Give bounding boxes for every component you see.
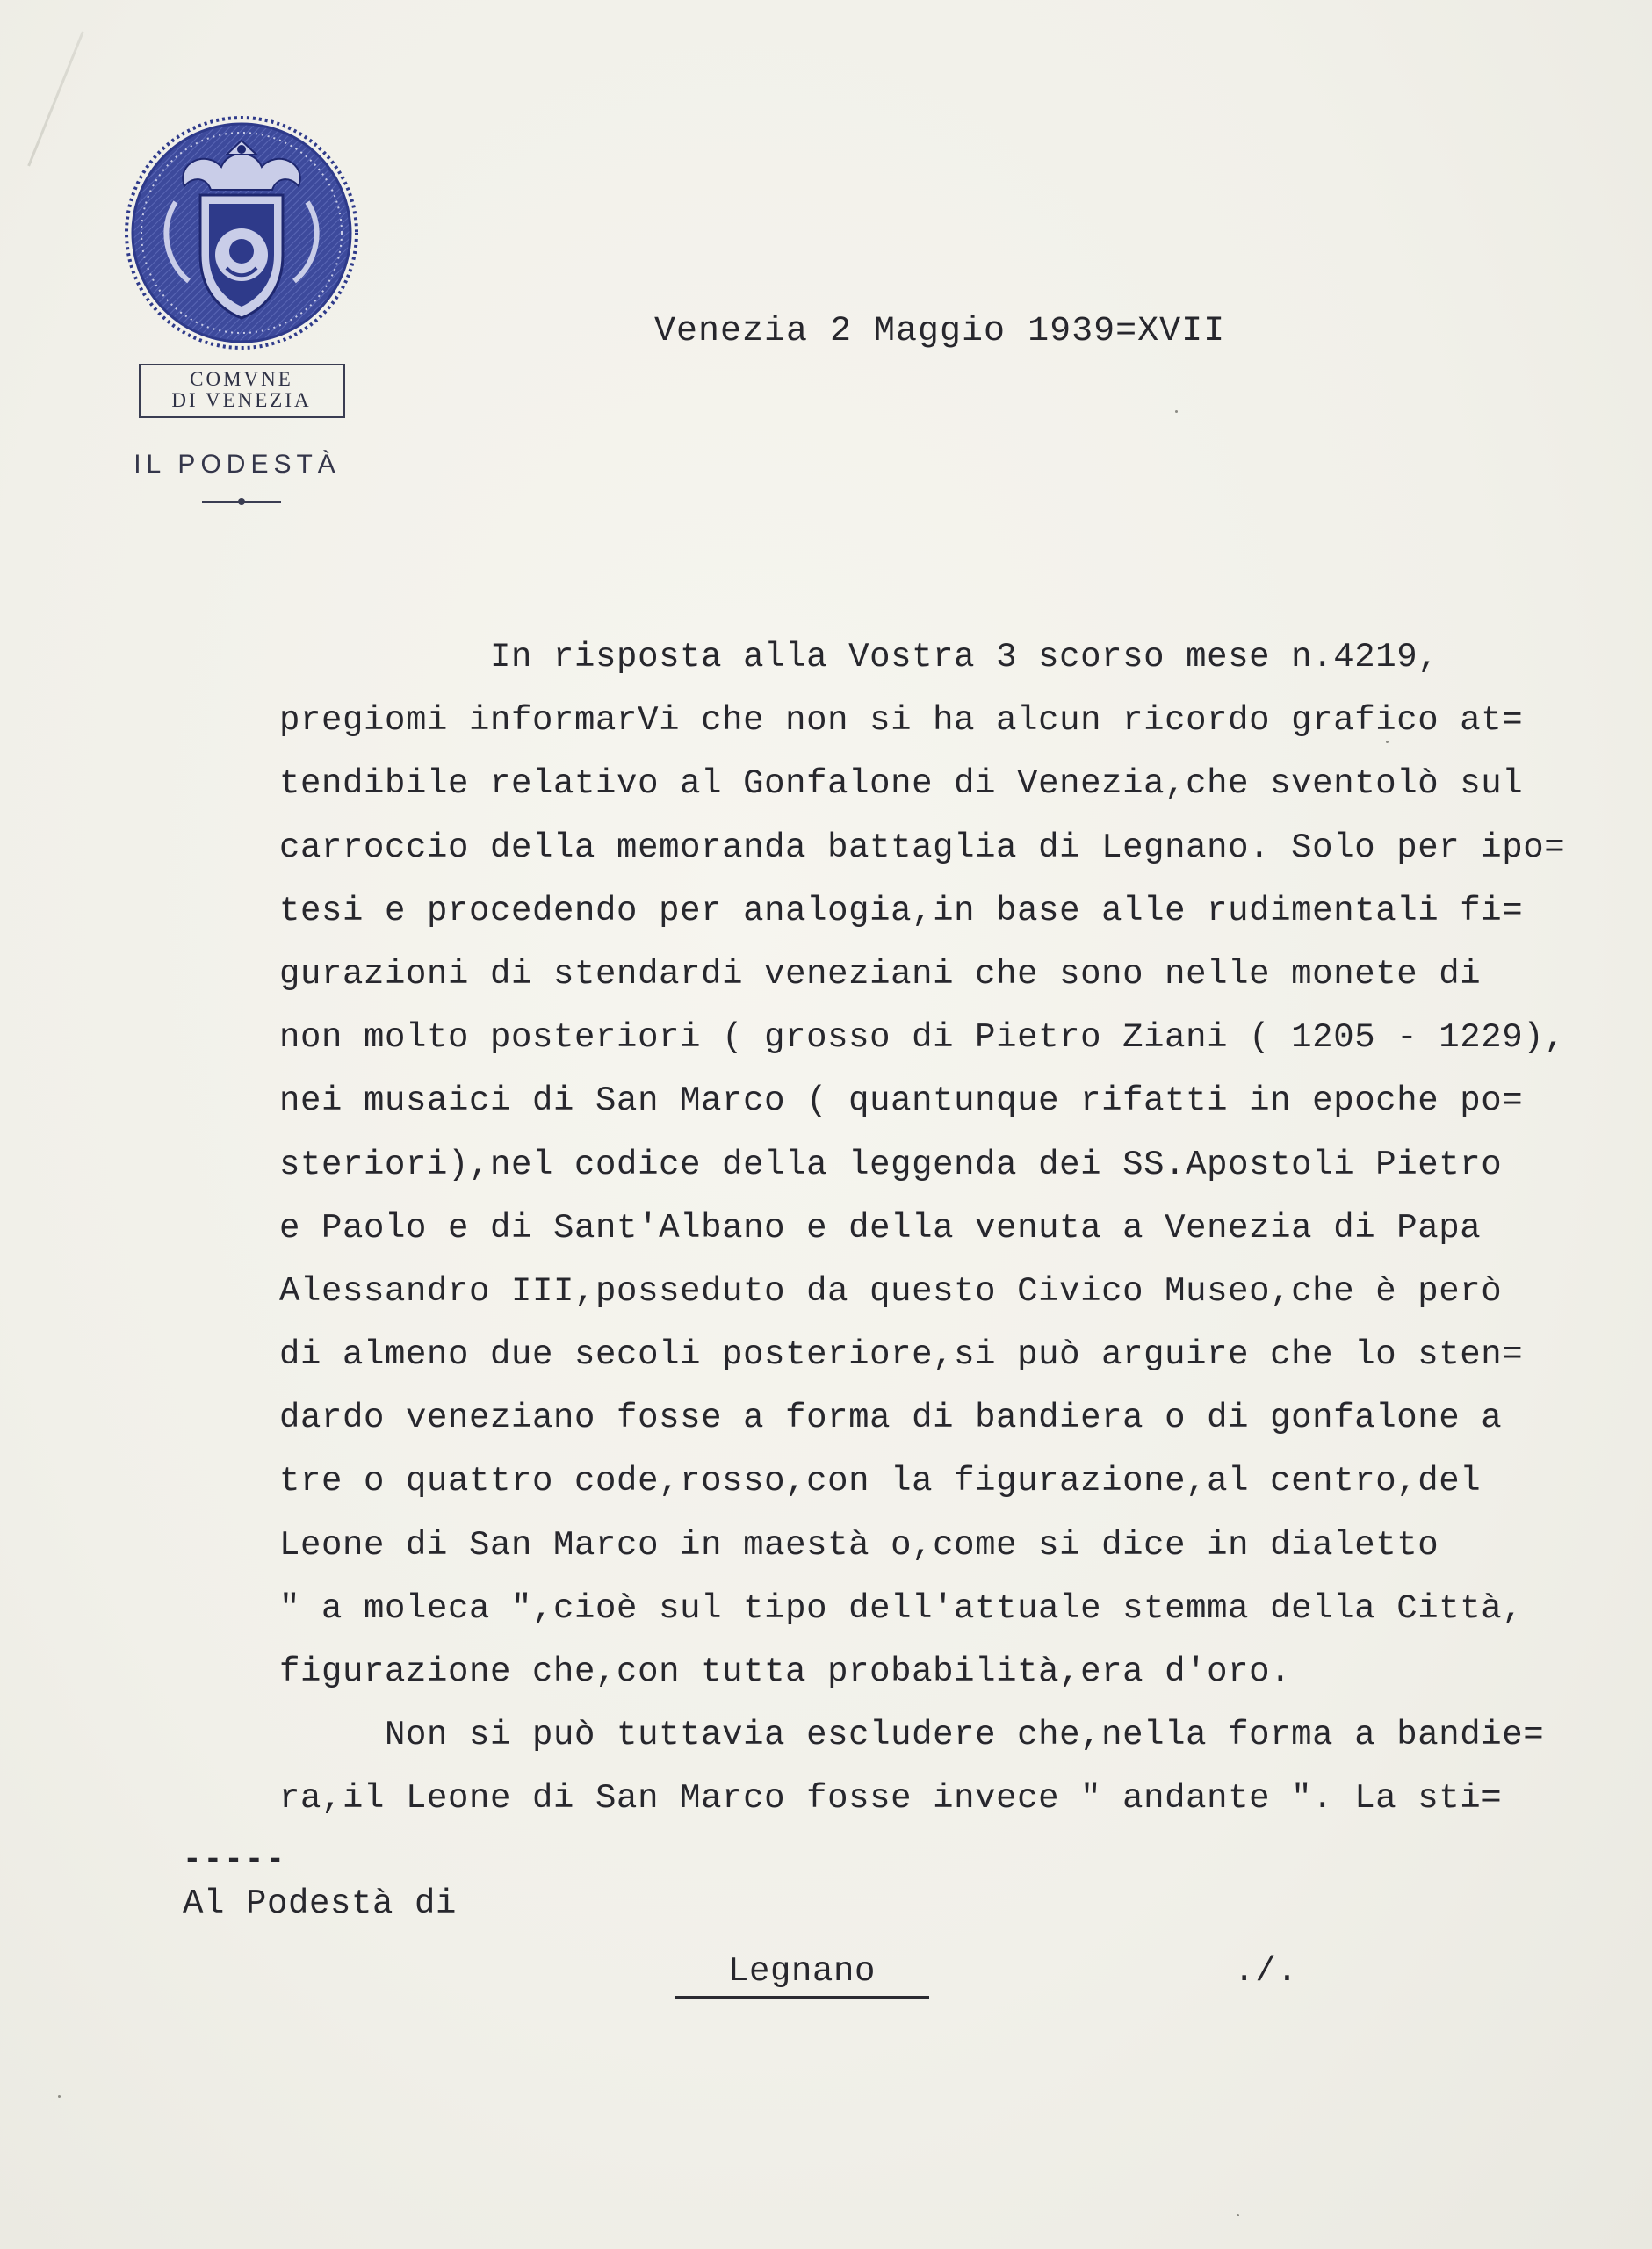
paper-speck [1175,410,1178,413]
body-line: steriori),nel codice della leggenda dei SS.Apostoli Pietro [279,1145,1503,1184]
addressee-city: Legnano [675,1952,929,1999]
office-rule [202,501,281,503]
body-line: di almeno due secoli posteriore,si può arguire che lo sten= [279,1335,1524,1375]
addressee: Al Podestà di [183,1884,458,1923]
separator: ----- [183,1841,287,1877]
paper-crease [27,31,84,166]
body-line: tendibile relativo al Gonfalone di Venezia,che sventolò sul [279,764,1524,804]
dateline: Venezia 2 Maggio 1939=XVII [654,312,1226,351]
body-line: e Paolo e di Sant'Albano e della venuta a Venezia di Papa [279,1208,1482,1247]
paper-speck [1237,2214,1239,2216]
body-line: dardo veneziano fosse a forma di bandiera o di gonfalone a [279,1399,1503,1438]
office-title: IL PODESTÀ [133,450,341,479]
comune-label [148,364,336,418]
body-line: " a moleca ",cioè sul tipo dell'attuale stemma della Città, [279,1588,1524,1628]
comune-line-1: COMVNE [190,368,293,390]
body-line: Non si può tuttavia escludere che,nella forma a bandie= [279,1716,1545,1755]
body-line: tre o quattro code,rosso,con la figurazione,al centro,del [279,1462,1482,1501]
body-line: Leone di San Marco in maestà o,come si dice in dialetto [279,1525,1439,1565]
paper-speck [58,2095,61,2098]
body-line: In risposta alla Vostra 3 scorso mese n.4219, [279,638,1439,676]
body-line: non molto posteriori ( grosso di Pietro Ziani ( 1205 - 1229), [279,1018,1566,1058]
body-line: pregiomi informarVi che non si ha alcun ricordo grafico at= [279,701,1524,741]
paper-speck [1386,741,1389,743]
body-line: tesi e procedendo per analogia,in base alle rudimentali fi= [279,891,1524,930]
letter-body [279,626,1649,1831]
body-line: figurazione che,con tutta probabilità,era d'oro. [279,1652,1292,1691]
continuation-mark: ./. [1234,1952,1299,1991]
body-line: carroccio della memoranda battaglia di Legnano. Solo per ipo= [279,828,1566,867]
venice-lion-seal-icon [123,114,360,351]
body-line: ra,il Leone di San Marco fosse invece " andante ". La sti= [279,1779,1503,1819]
body-line: nei musaici di San Marco ( quantunque rifatti in epoche po= [279,1081,1524,1121]
body-line: gurazioni di stendardi veneziani che sono nelle monete di [279,954,1482,994]
letterhead [114,114,369,503]
comune-line-2: DI VENEZIA [171,389,312,411]
body-line: Alessandro III,posseduto da questo Civico Museo,che è però [279,1271,1503,1311]
